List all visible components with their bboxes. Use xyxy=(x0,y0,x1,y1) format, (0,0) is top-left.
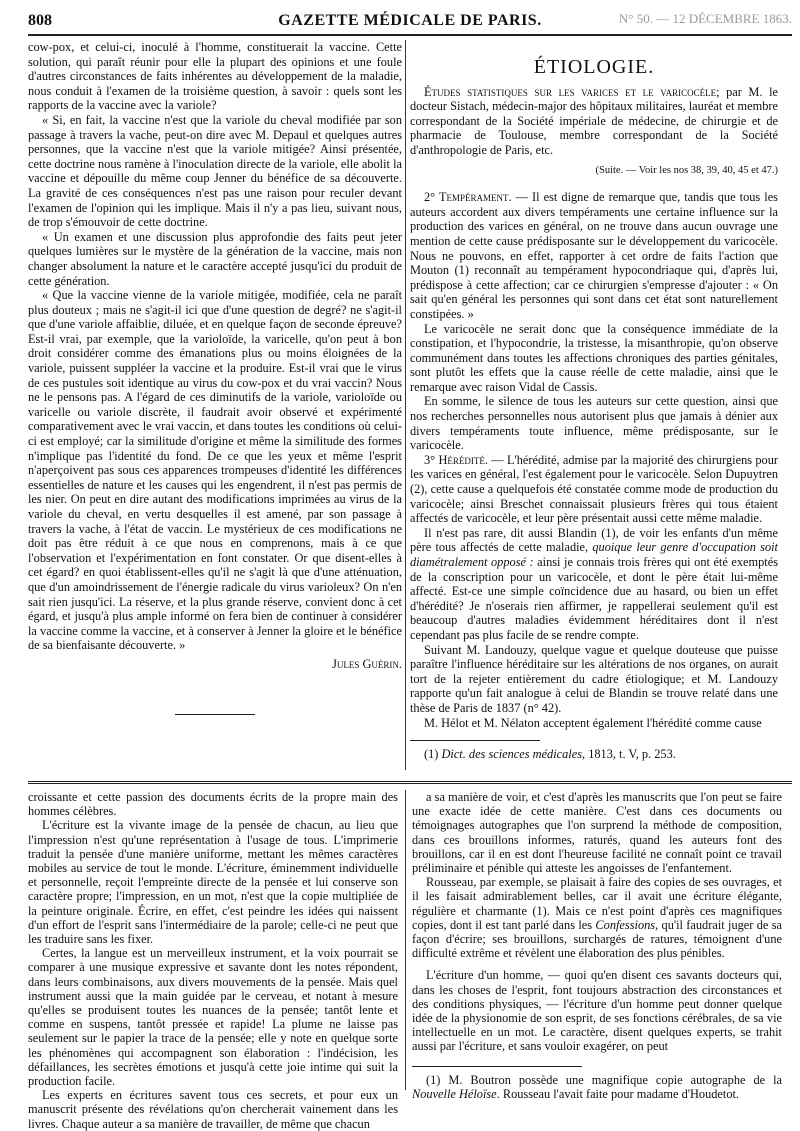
paragraph: « Que la vaccine vienne de la variole mitigée, modifiée, cela ne paraît plus douteux ; mais ne s'agit-il ici que d'une question de degré? ne s'agit-il que d'une variole affaiblie, diluée, et en quelque façon de seconde épreuve? Est-il vrai, par exemple, que la varioloïde, la varicelle, qu'on peut à bon droit considérer comme des émanations plus ou moins éloignées de la variole, puissent suppléer la vaccine et la produire. Est-il vrai que le virus de ces pustules soit identique au virus du cow-pox et du vrai vaccin? Nous ne le pensons pas. A l'égard de ces diminutifs de la variole, varioloïde ou varicelle ou variole discrète, il faudrait avoir observé et expérimenté comparativement avec le vrai vaccin, et dans toutes les conditions où celui-ci est employé; car la similitude d'origine et même la similitude des formes n'implique pas l'identité du fond. De ce que les yeux et même l'esprit n'aperçoivent pas sous ces apparences trompeuses d'identité les différences essentielles de nature et les causes qui les engendrent, il n'est pas permis de les nier. On peut en dire autant des modifications imprimées au virus de la variole du cheval, en vertu desquelles il est amené, par son passage à travers la vache, à l'état de vaccin. Le mystérieux de ces modifications ne doit pas être réduit à ce que nous en comprenons, mais à ce que l'observation et l'expérimentation en font constater. Or que disent-elles à cet égard? en quoi établissent-elles qu'il ne s'agit là que d'une atténuation, que d'un amoindrissement de l'énergie radicale du virus varioleux? On n'en sait rien jusqu'ici. La réserve, et la plus grande réserve, convient donc à cet égard, et jusqu'à plus ample informé on fera bien de continuer à considérer la vaccine comme la vaccine, et à conserver à Jenner la gloire et le bénéfice de sa bienfaisante découverte. » xyxy=(28,288,402,653)
paragraph-text: ainsi je connais trois frères qui ont été exemptés de la conscription pour un varicocèle, et dont le père était lui-même affecté. Est-ce une simple coïncidence due au hasard, ou bien un effet d'hérédité? Je n'oserais rien affirmer, je rappellerai seulement qu'il est beaucoup d'autres maladies évidemment héréditaires dont il n'est cependant pas plus facile de se rendre compte. xyxy=(410,555,778,642)
issue-date-faded: N° 50. — 12 DÉCEMBRE 1863. xyxy=(618,11,792,26)
left-column xyxy=(28,40,402,715)
paragraph-text: — L'hérédité, admise par la majorité des chirurgiens pour les varices en général, l'est également pour le varicocèle. Selon Dupuytren (2), cette cause a quelquefois été constatée comme mode de production du varicocèle; ainsi Breschet connaissait plusieurs frères qui tous étaient affectés de varicocèle, et leur père présentait aussi cette même maladie. xyxy=(410,452,778,526)
subheading-heredite: 3° Hérédité. xyxy=(424,452,488,467)
signature: Jules Guérin. xyxy=(332,656,402,671)
footnote-text: . Rousseau l'avait faite pour madame d'Houdetot. xyxy=(496,1086,740,1101)
italic-title: Confessions xyxy=(595,917,656,932)
feuilleton-column-rule xyxy=(405,790,406,1090)
paragraph xyxy=(410,190,778,321)
paragraph xyxy=(410,453,778,526)
paragraph: « Si, en fait, la vaccine n'est que la variole du cheval modifiée par son passage à travers la vache, peut-on dire avec M. Depaul et quelques autres personnes, que la vaccine n'est que la variole mitigée? Ainsi présentée, cette doctrine nous ramène à l'inoculation directe de la variole, elle abolit la vaccine et dépouille du même coup Jenner du bénéfice de sa découverte. La gravité de ces conséquences n'est pas une raison pour reculer devant l'examen de l'opinion qui les implique. Mais il n'y a pas lieu, suivant nous, de trop s'émouvoir de cette doctrine. xyxy=(28,112,402,230)
paragraph-text: — Il est digne de remarque que, tandis que tous les auteurs accordent aux divers tempéraments une certaine influence sur la production des varices en général, on ne trouve dans aucun ouvrage une mention de cette cause prédisposante sur le développement du varicocèle. Nous ne pouvons, en effet, rapporter à cet ordre de faits l'action que Mouton (1) reconnaît au tempérament hypocondriaque qui, d'après lui, prédispose à cette affection; car ce chirurgien s'empresse d'ajouter : « On sait qu'en général les personnes qui sont dans cet état sont naturellement constipées. » xyxy=(410,190,778,321)
italic-quote: quoique leur genre d'occupation soit diamétralement opposé : xyxy=(410,540,778,569)
paragraph: « Un examen et une discussion plus approfondie des faits peut jeter quelques lumières sur le mystère de la génération de la vaccine, mais non changer absolument la nature et le caractère accepté jusqu'ici du produit de cette génération. xyxy=(28,229,402,288)
footnote xyxy=(412,1073,782,1101)
paragraph: Suivant M. Landouzy, quelque vague et quelque douteuse que puisse paraître l'influence héréditaire sur les altérations de nos organes, on aurait tort de la rejeter entièrement du cadre étiologique; et M. Landouzy rapporte qu'un fait analogue à celui de Blandin se trouve relaté dans une thèse de Paris de 1837 (n° 42). xyxy=(410,642,778,715)
paragraph: Les experts en écritures savent tous ces secrets, et pour eux un manuscrit présente des révélations qu'on chercherait vainement dans les livres. Chaque auteur a sa manière de travailler, de même que chacun xyxy=(28,1088,398,1131)
feuilleton-separator xyxy=(28,781,792,784)
article-subtitle xyxy=(410,85,778,158)
article-title-lead: Études statistiques sur les varices et le varicocèle; xyxy=(424,84,720,99)
page-header xyxy=(28,6,792,36)
footnote-text: (1) M. Boutron possède une magnifique copie autographe de la xyxy=(426,1072,782,1087)
paragraph-text: Rousseau, par exemple, se plaisait à faire des copies de ses ouvrages, et il les faisait admirablement belles, car il avait une écriture élégante, régulière et charmante (1). Mais ce n'est point d'après ces magnifiques copies, dont il est tant parlé dans les xyxy=(412,875,782,932)
footnote-rule xyxy=(412,1066,582,1067)
paragraph: croissante et cette passion des documents écrits de la propre main des hommes célèbres. xyxy=(28,790,398,819)
footnote-rule xyxy=(410,740,540,741)
footnote-ref: , 1813, t. V, p. 253. xyxy=(582,747,676,762)
paragraph: En somme, le silence de tous les auteurs sur cette question, ainsi que nos recherches personnelles nous autorisent plus que jamais à dénier aux divers tempéraments toute influence, même prédisposante, sur le varicocèle. xyxy=(410,394,778,453)
continuation-note: (Suite. — Voir les nos 38, 39, 40, 45 et 47.) xyxy=(595,164,778,176)
footnote-title: Nouvelle Héloïse xyxy=(412,1086,497,1101)
paragraph: a sa manière de voir, et c'est d'après les manuscrits que l'on peut se faire une exacte idée de cette manière. C'est dans ces documents ou témoignages autographes que l'on surprend la méthode de composition, dans ces brouillons informes, raturés, quand les auteurs font des brouillons, car il en est dont l'heureuse facilité ne connaît point ce travail préliminaire et pénible qui atteste les angoisses de l'enfantement. xyxy=(412,790,782,876)
footnote-title: Dict. des sciences médicales xyxy=(441,747,583,762)
paragraph: Certes, la langue est un merveilleux instrument, et la voix pourrait se comparer à une musique expressive et savante dont les notes répondent, dans leurs combinaisons, aux divers mouvements de la pensée. Mais quel instrument aussi que la main guidée par le cerveau, et notant à mesure qu'elles se produisent toutes les nuances de la pensée; tantôt lente et comme en suspens, tantôt pressée et rapide! La plume ne laisse pas seulement sur le papier la trace de la pensée; elle y note en quelque sorte les phénomènes qui accompagnent son élaboration : l'indécision, les défaillances, les secrètes émotions et jusqu'à cette joie intime qui suit la production facile. xyxy=(28,946,398,1089)
feuilleton-left-column xyxy=(28,790,398,1131)
paragraph xyxy=(410,526,778,643)
feuilleton-right-column xyxy=(412,790,782,1101)
paragraph: L'écriture est la vivante image de la pensée de chacun, au lieu que l'impression n'est qu'une représentation à l'usage de tous. L'imprimerie traduit la pensée d'une manière uniforme, mettant les mêmes caractères mobiles au service de tout le monde. L'écriture, éminemment individuelle et personnelle, reçoit l'empreinte directe de la pensée et lui conserve son caractère propre; l'impression, en un mot, n'est que la copie multipliée de la peinture originale. Écrire, en effet, c'est peindre les idées qui naissent d'un effort de l'esprit sans l'intermédiaire de la parole; celle-ci ne peut que les traduire sans les fixer. xyxy=(28,818,398,947)
footnote xyxy=(410,747,778,762)
paragraph xyxy=(412,875,782,960)
paragraph-text: Il n'est pas rare, dit aussi Blandin (1), de voir les enfants d'un même père tous affectés de cette maladie, xyxy=(410,525,778,555)
paragraph: L'écriture d'un homme, — quoi qu'en disent ces savants docteurs qui, dans les choses de l'esprit, font toujours abstraction des circonstances et des conditions physiques, — l'écriture d'un homme peut donner quelque idée de la physionomie de son esprit, de ses fonctions cérébrales, de sa vie intellectuelle en un mot. Le caractère, disent quelques experts, se trahit aussi par l'écriture, et sans vouloir exagérer, on peut xyxy=(412,968,782,1054)
paragraph: cow-pox, et celui-ci, inoculé à l'homme, constituerait la vaccine. Cette solution, qui paraît réunir pour elle la plupart des opinions et une foule d'autres circonstances de faits inhérentes au développement de la maladie, nous conduit à l'examen de la troisième question, à savoir : quels sont les rapports de la vaccine avec la variole? xyxy=(28,40,402,113)
column-rule xyxy=(405,40,406,770)
section-title: ÉTIOLOGIE. xyxy=(533,56,655,78)
paragraph-text: , qu'il faudrait juger de sa façon d'écrire; ses brouillons, surchargés de ratures, témoignent d'une difficulté extrême et révèlent une élaboration des plus pénibles. xyxy=(412,917,783,961)
right-column xyxy=(410,40,778,762)
running-title: GAZETTE MÉDICALE DE PARIS. xyxy=(278,12,542,29)
page-number: 808 xyxy=(28,12,52,29)
section-divider xyxy=(175,714,255,715)
paragraph: M. Hélot et M. Nélaton acceptent également l'hérédité comme cause xyxy=(424,715,762,730)
paragraph: Le varicocèle ne serait donc que la conséquence immédiate de la constipation, et l'hypocondrie, la tristesse, la misanthropie, qu'on observe communément dans toutes les affections chroniques des parties génitales, sont plutôt les effets que la cause réelle de cette maladie, ainsi que le remarque avec raison Vidal de Cassis. xyxy=(410,321,778,394)
footnote-number: (1) xyxy=(424,747,442,762)
article-byline: par M. le docteur Sistach, médecin-major des hôpitaux militaires, lauréat et membre correspondant de la Société impériale de médecine, de chirurgie et de pharmacie de Toulouse, membre correspondant de la Société d'anthropologie de Paris, etc. xyxy=(410,84,778,157)
subheading-temperament: 2° Tempérament. xyxy=(424,190,512,205)
